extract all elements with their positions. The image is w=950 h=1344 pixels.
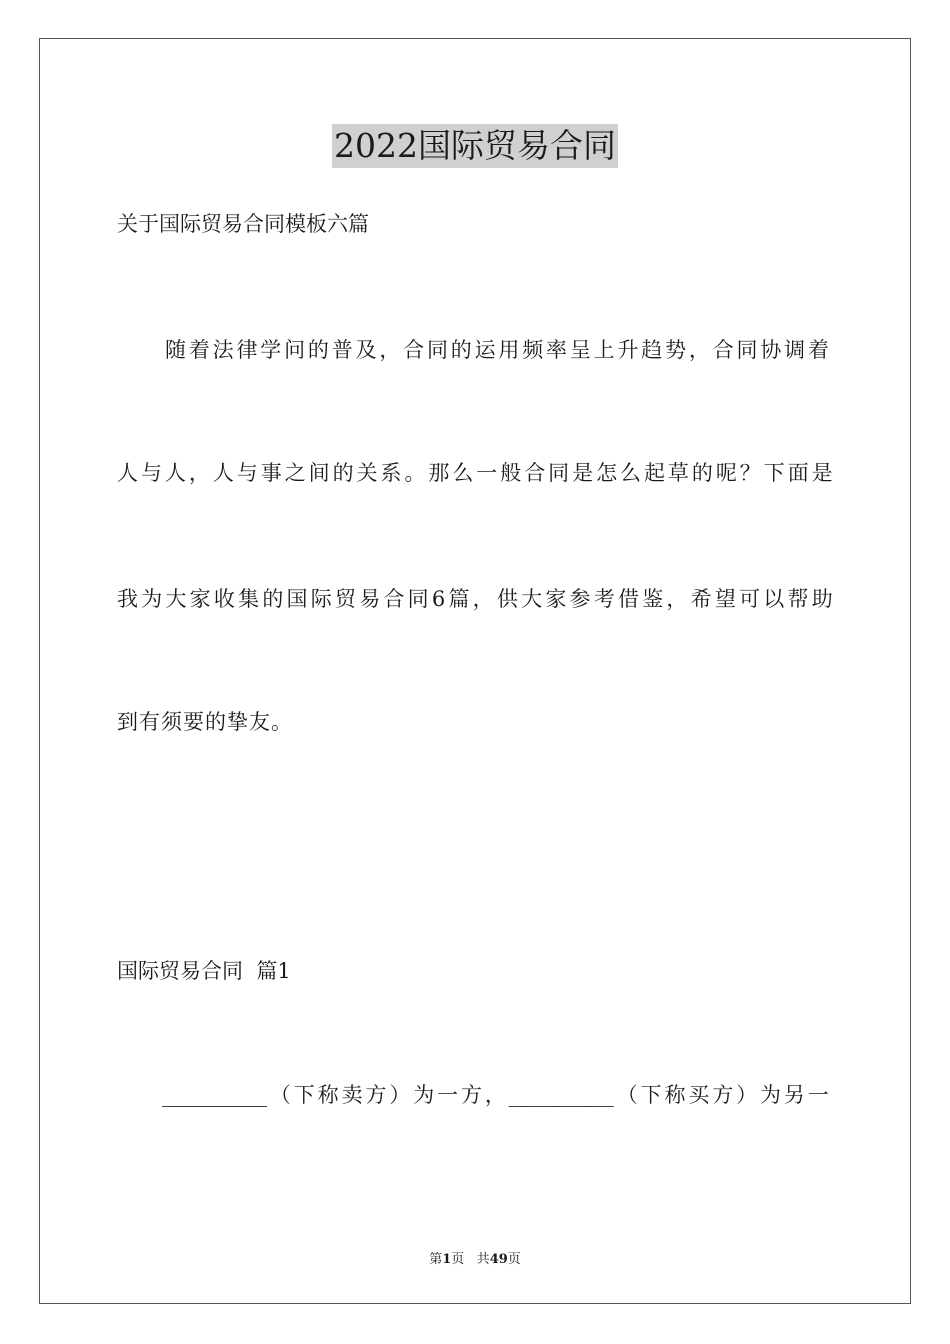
text-glyph: 的 [332, 461, 354, 485]
text-glyph: 与 [140, 461, 162, 485]
title-container [0, 124, 950, 168]
text-glyph: 国 [286, 587, 308, 611]
text-glyph: 借 [617, 587, 639, 611]
text-glyph: 一 [437, 1083, 459, 1107]
text-glyph: 下 [293, 1083, 315, 1107]
text-glyph: ， [472, 587, 494, 611]
text-glyph: 一 [476, 461, 498, 485]
text-glyph: 易 [359, 587, 381, 611]
text-glyph: 下 [763, 461, 785, 485]
text-glyph: 收 [213, 587, 235, 611]
text-glyph: 人 [117, 461, 138, 485]
document-title: 2022国际贸易合同 [332, 124, 618, 168]
text-glyph: 协 [760, 338, 782, 362]
text-glyph: 及 [355, 338, 377, 362]
total-pages: 49 [489, 1252, 508, 1267]
intro-line [117, 458, 833, 488]
text-glyph: 为 [413, 1083, 435, 1107]
text-glyph: ， [666, 587, 688, 611]
page-number: 1 [442, 1252, 452, 1267]
text-glyph: ） [389, 1083, 411, 1107]
intro-line [117, 584, 833, 614]
text-glyph: 方 [365, 1083, 387, 1107]
text-glyph: 望 [714, 587, 736, 611]
text-glyph: 同 [548, 461, 570, 485]
text-glyph: 么 [452, 461, 474, 485]
text-glyph: 为 [141, 587, 163, 611]
text-glyph: （ [269, 1083, 291, 1107]
text-glyph: 问 [284, 338, 306, 362]
text-glyph: ） [736, 1083, 758, 1107]
text-glyph: 大 [521, 587, 543, 611]
text-glyph: 起 [643, 461, 665, 485]
text-glyph: 事 [260, 461, 282, 485]
text-glyph: 称 [317, 1083, 339, 1107]
text-glyph: 关 [356, 461, 378, 485]
text-glyph: 6 [431, 587, 446, 611]
text-glyph: 同 [426, 338, 448, 362]
text-glyph: 调 [784, 338, 806, 362]
text-glyph: 合 [383, 587, 405, 611]
text-glyph: 考 [593, 587, 615, 611]
text-glyph: 称 [664, 1083, 686, 1107]
text-glyph: 律 [236, 338, 258, 362]
clause-line [162, 1080, 829, 1110]
text-glyph: ， [188, 461, 210, 485]
text-glyph: 着 [807, 338, 829, 362]
text-glyph: 助 [811, 587, 833, 611]
text-glyph: 运 [474, 338, 496, 362]
text-glyph: 际 [310, 587, 332, 611]
text-glyph: 面 [787, 461, 809, 485]
text-glyph: ， [484, 1083, 506, 1107]
page-prefix: 第 [429, 1252, 443, 1267]
text-glyph: 卖 [341, 1083, 363, 1107]
text-glyph: 家 [189, 587, 211, 611]
text-glyph: 般 [500, 461, 522, 485]
text-glyph: 帮 [787, 587, 809, 611]
section-heading: 国际贸易合同 篇1 [117, 959, 291, 983]
text-glyph: 为 [760, 1083, 782, 1107]
text-glyph: ， [379, 338, 401, 362]
text-glyph: 同 [736, 338, 758, 362]
text-glyph: 合 [712, 338, 734, 362]
total-prefix: 共 [476, 1252, 490, 1267]
text-glyph: 升 [617, 338, 639, 362]
text-glyph: 频 [522, 338, 544, 362]
text-glyph: __________ [508, 1083, 614, 1107]
text-glyph: 呢 [715, 461, 737, 485]
intro-line [165, 335, 829, 365]
text-glyph: 贸 [334, 587, 356, 611]
total-suffix: 页 [507, 1252, 521, 1267]
text-glyph: 学 [260, 338, 282, 362]
text-glyph: 用 [498, 338, 520, 362]
text-glyph: 的 [450, 338, 472, 362]
text-glyph: 普 [331, 338, 353, 362]
text-glyph: 法 [212, 338, 234, 362]
text-glyph: 的 [307, 338, 329, 362]
text-glyph: 集 [238, 587, 260, 611]
text-glyph: 是 [572, 461, 594, 485]
text-glyph: 人 [164, 461, 186, 485]
text-glyph: 么 [620, 461, 642, 485]
text-glyph: 趋 [641, 338, 663, 362]
text-glyph: 同 [407, 587, 429, 611]
text-glyph: 方 [712, 1083, 734, 1107]
text-glyph: 供 [496, 587, 518, 611]
text-glyph: ， [688, 338, 710, 362]
text-glyph: 合 [524, 461, 546, 485]
text-glyph: ？ [739, 461, 761, 485]
text-glyph: 的 [691, 461, 713, 485]
text-glyph: 草 [667, 461, 689, 485]
text-glyph: 可 [739, 587, 761, 611]
text-glyph: （ [616, 1083, 638, 1107]
text-glyph: 随 [165, 338, 186, 362]
text-glyph: 希 [690, 587, 712, 611]
text-glyph: 率 [546, 338, 567, 362]
page-suffix: 页 [451, 1252, 465, 1267]
intro-line: 到有须要的挚友。 [117, 710, 293, 734]
text-glyph: 家 [545, 587, 567, 611]
page-footer [0, 1248, 950, 1267]
text-glyph: 合 [403, 338, 425, 362]
text-glyph: 参 [569, 587, 591, 611]
text-glyph: 鉴 [642, 587, 664, 611]
text-glyph: 买 [688, 1083, 710, 1107]
text-glyph: 我 [117, 587, 138, 611]
text-glyph: 着 [188, 338, 210, 362]
text-glyph: 势 [665, 338, 687, 362]
text-glyph: 。 [404, 461, 426, 485]
text-glyph: 人 [212, 461, 234, 485]
text-glyph: 是 [811, 461, 833, 485]
text-glyph: 以 [763, 587, 785, 611]
text-glyph: 下 [640, 1083, 662, 1107]
text-glyph: 方 [461, 1083, 483, 1107]
text-glyph: 的 [262, 587, 284, 611]
text-glyph: 呈 [569, 338, 591, 362]
text-glyph: 那 [428, 461, 450, 485]
text-glyph: 大 [165, 587, 187, 611]
text-glyph: 怎 [596, 461, 618, 485]
text-glyph: 上 [593, 338, 615, 362]
text-glyph: 一 [807, 1083, 829, 1107]
text-glyph: 另 [783, 1083, 805, 1107]
text-glyph: __________ [162, 1083, 267, 1107]
text-glyph: 间 [308, 461, 330, 485]
document-subtitle: 关于国际贸易合同模板六篇 [117, 212, 369, 236]
text-glyph: 与 [236, 461, 258, 485]
text-glyph: 之 [284, 461, 306, 485]
text-glyph: 系 [380, 461, 402, 485]
text-glyph: 篇 [448, 587, 470, 611]
